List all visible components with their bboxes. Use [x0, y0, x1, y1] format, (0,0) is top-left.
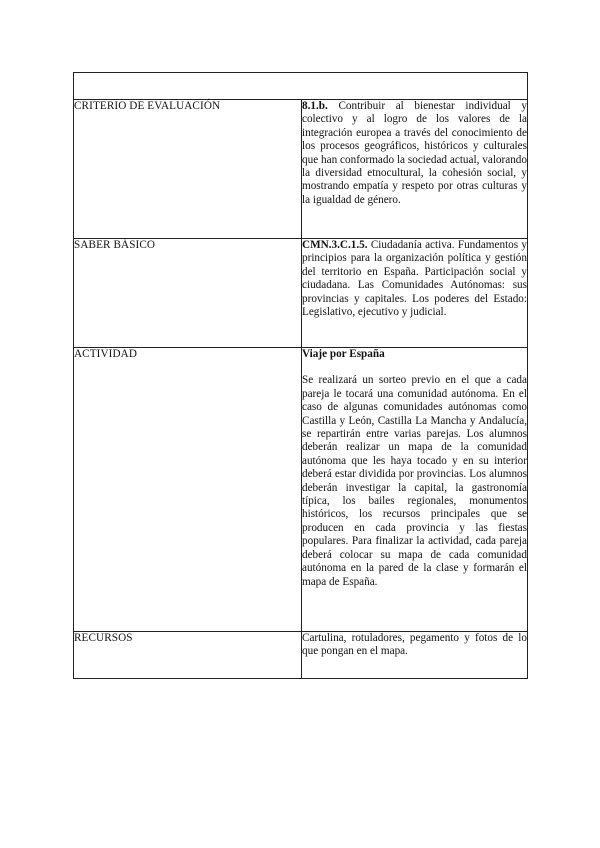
table-header-cell: [74, 73, 528, 100]
table-header-row: [74, 73, 528, 100]
row-label-recursos: RECURSOS: [74, 632, 302, 679]
criterio-paragraph: [302, 100, 527, 207]
row-content-recursos: [302, 632, 528, 679]
saber-text: Ciudadanía activa. Fundamentos y principios para la organización política y gestión del territorio en España. Participación social y ciudadana. Las Comunidades Autónomas: sus provincias y capitales. Los poderes del Estado: Legislativo, ejecutivo y judicial.: [302, 239, 527, 319]
activity-table: [73, 72, 528, 679]
table-row-recursos: [74, 632, 528, 679]
row-label-criterio: CRITERIO DE EVALUACIÓN: [74, 100, 302, 239]
saber-code: CMN.3.C.1.5.: [302, 239, 368, 251]
actividad-text: Se realizará un sorteo previo en el que a cada pareja le tocará una comunidad autónoma. En el caso de algunas comunidades autónomas como Castilla y León, Castilla La Mancha y Andalucía, se repartirán entre varias parejas. Los alumnos deberán realizar un mapa de la comunidad autónoma que les haya tocado y en su interior deberá estar dividida por provincias. Los alumnos deberán investigar la capital, la gastronomía típica, los bailes regionales, monumentos históricos, los recursos principales que se producen en cada provincia y las fiestas populares. Para finalizar la actividad, cada pareja deberá colocar su mapa de cada comunidad autónoma en la pared de la clase y formarán el mapa de España.: [302, 374, 527, 588]
row-label-saber: SABER BÁSICO: [74, 239, 302, 348]
table-row-criterio: [74, 100, 528, 239]
row-content-saber: [302, 239, 528, 348]
criterio-code: 8.1.b.: [302, 100, 328, 112]
saber-paragraph: [302, 239, 527, 319]
row-label-actividad: ACTIVIDAD: [74, 348, 302, 632]
row-content-actividad: [302, 348, 528, 632]
table-row-saber: [74, 239, 528, 348]
criterio-text: Contribuir al bienestar individual y colectivo y al logro de los valores de la integración europea a través del conocimiento de los procesos geográficos, históricos y culturales que han conformado la sociedad actual, valorando la diversidad etnocultural, la cohesión social, y mostrando empatía y respeto por otras culturas y la igualdad de género.: [302, 100, 527, 206]
recursos-text: Cartulina, rotuladores, pegamento y fotos de lo que pongan en el mapa.: [302, 632, 527, 658]
actividad-title: Viaje por España: [302, 348, 385, 360]
row-content-criterio: [302, 100, 528, 239]
table-row-actividad: [74, 348, 528, 632]
